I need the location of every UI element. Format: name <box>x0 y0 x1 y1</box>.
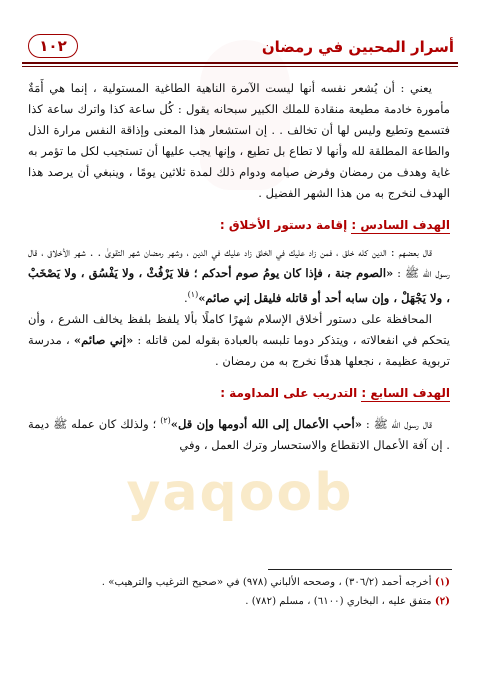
hadith-fasting-shield: «الصوم جنة ، فإذا كان يومُ صوم أحدكم ؛ فلا يَرْفُثْ ، ولا يَفْسُق ، ولا يَصْخَبْ ، ولا يَجْهَلْ ، وإن سابه أحد أو قاتله فليقل إني صائم» <box>28 266 450 305</box>
paragraph-2: قال بعضهم : الدين كله خلق ، فمن زاد عليك في الخلق زاد عليك في الدين ، وشهر رمضان شهر التقوىٰ . . شهر الأخلاق ، قال رسول الله ﷺ : «الصوم جنة ، فإذا كان يومُ صوم أحدكم ؛ فلا يَرْفُثْ ، ولا يَفْسُق ، ولا يَصْخَبْ ، ولا يَجْهَلْ ، وإن سابه أحد أو قاتله فليقل إني صائم»$^{(١)}$. <box>28 245 451 305</box>
section-heading-6-title: إقامة دستور الأخلاق : <box>219 218 348 232</box>
section-heading-7-title: التدريب على المداومة : <box>220 385 358 400</box>
footnote-ref-2[interactable]: (٢) <box>160 415 171 425</box>
header-divider <box>22 62 458 64</box>
paragraph-4 <box>28 410 450 456</box>
paragraph-1: يعني : أن يُشعر نفسه أنها ليست الآمرة الناهية الطاغية المستولية ، إنما هي أَمَةٌ مأمورة خادمة مطيعة منقادة للملك الكبير سبحانه يقول : كُل ساعة كذا واترك ساعة كذا فتسمع وتطيع وليس لها أن تخالف . . إن استشعار هذا المعنى وإذاقة النفس مرارة الذل والطاعة المطلقة لله وأنها لا تطاع بل تطيع ، وإنها يجب عليها أن تستجيب لكل ما تؤمر به غاية وهدف من رمضان وفرض صيامه ودوام ذلك لمدة ثلاثين يومًا ، وينبغي أن يرصد هذا الهدف لنخرج به من هذا الشهر الفضيل . <box>28 81 450 200</box>
section-heading-6-label: الهدف السادس : <box>351 218 450 232</box>
footnote-divider <box>268 569 452 570</box>
footnote-2-text: متفق عليه ، البخاري (٦١٠٠) ، مسلم (٧٨٢) . <box>245 596 432 607</box>
paragraph-4-end: ؛ ولذلك كان عمله ﷺ ديمة . إن آفة الأعمال الانقطاع والاستحسار وترك العمل ، وفي <box>28 416 450 452</box>
footnote-1-text: أخرجه أحمد (٣٠٦/٢) ، وصححه الألباني (٩٧٨) في «صحيح الترغيب والترهيب» . <box>101 577 432 588</box>
page-number: ١٠٢ <box>28 34 78 58</box>
section-heading-7-label: الهدف السابع : <box>361 385 450 400</box>
watermark-text: yaqoob <box>126 463 354 523</box>
paragraph-2-intro: قال بعضهم : الدين كله خلق ، فمن زاد عليك في الخلق زاد عليك في الدين ، وشهر رمضان شهر التقوىٰ . . شهر الأخلاق ، قال رسول الله ﷺ : <box>28 245 451 280</box>
book-title: أسرار المحبين في رمضان <box>261 38 454 56</box>
footnotes <box>28 573 450 611</box>
paragraph-3-end: ، مدرسة تربوية عظيمة ، نجعلها هدفًا نخرج به من رمضان . <box>28 332 450 368</box>
paragraph-4-intro: قال رسول الله ﷺ : <box>365 416 433 431</box>
section-heading-7 <box>28 382 450 404</box>
section-heading-6 <box>28 214 450 236</box>
paragraph-3 <box>28 309 450 372</box>
quote-i-am-fasting: «إني صائم» <box>73 332 134 347</box>
main-text <box>28 78 450 456</box>
paragraph-3-text: المحافظة على دستور أخلاق الإسلام شهرًا كاملًا بألا يلفظ بلفظ يخالف الشرع ، وأن يتحكم في انفعالاته ، ويتذكر دوما تلبسه بالعبادة بقوله لمن قاتله : <box>28 311 450 347</box>
footnote-1 <box>28 573 450 592</box>
footnote-2 <box>28 592 450 611</box>
footnote-ref-1[interactable]: (١) <box>187 290 199 299</box>
header-divider-thin <box>22 66 458 67</box>
footnote-1-number: (١) <box>434 576 450 588</box>
page-header <box>22 32 458 66</box>
footnote-2-number: (٢) <box>434 595 450 607</box>
hadith-consistent-deeds: «أحب الأعمال إلى الله أدومها وإن قل» <box>170 416 362 431</box>
